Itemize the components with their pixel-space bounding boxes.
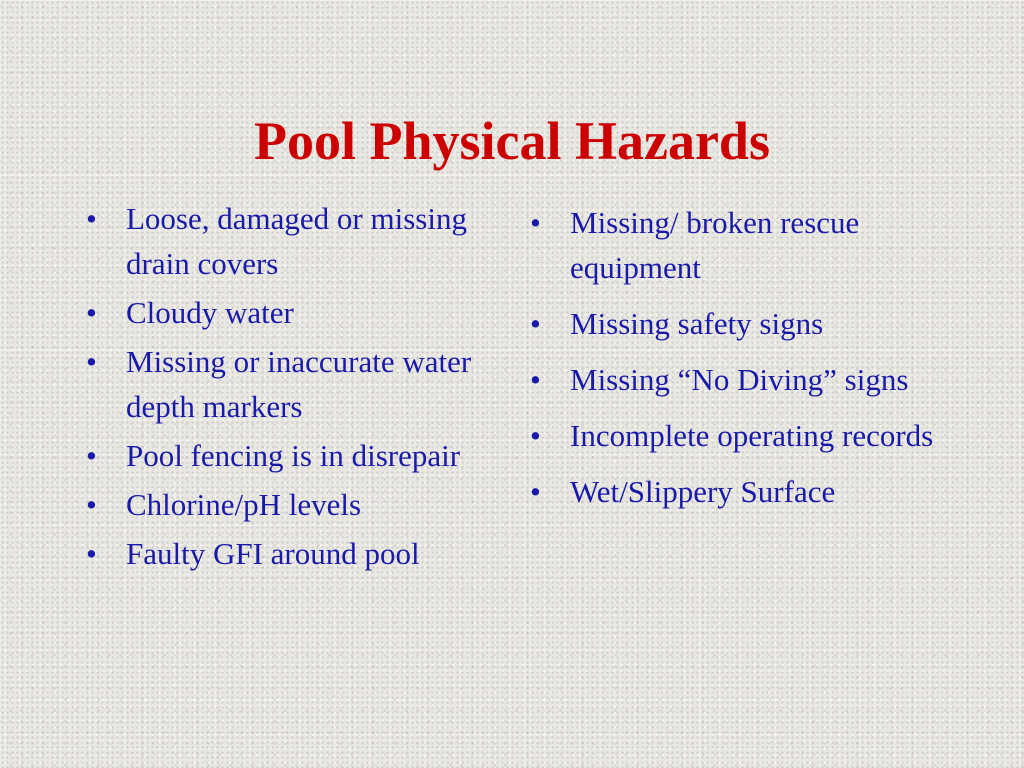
bullet-icon: • [530, 306, 541, 341]
list-item [86, 196, 486, 286]
list-item-text: Cloudy water [126, 295, 294, 330]
bullet-icon: • [530, 362, 541, 397]
list-item-text: Missing/ broken rescue equipment [570, 205, 860, 285]
list-item-text: Missing or inaccurate water depth markers [126, 344, 472, 424]
list-item [530, 469, 950, 514]
bullet-icon: • [530, 474, 541, 509]
list-item-text: Wet/Slippery Surface [570, 474, 836, 509]
list-item [86, 290, 486, 335]
bullet-icon: • [86, 536, 97, 571]
left-bullet-list [86, 196, 486, 580]
list-item-text: Faulty GFI around pool [126, 536, 420, 571]
list-item-text: Missing “No Diving” signs [570, 362, 909, 397]
list-item-text: Loose, damaged or missing drain covers [126, 201, 467, 281]
list-item [86, 433, 486, 478]
list-item-text: Chlorine/pH levels [126, 487, 362, 522]
bullet-icon: • [530, 418, 541, 453]
list-item [530, 357, 950, 402]
list-item [86, 531, 486, 576]
list-item [530, 301, 950, 346]
bullet-icon: • [86, 438, 97, 473]
bullet-icon: • [86, 344, 97, 379]
list-item [530, 200, 950, 290]
list-item-text: Incomplete operating records [570, 418, 934, 453]
bullet-icon: • [530, 205, 541, 240]
bullet-icon: • [86, 201, 97, 236]
list-item [530, 413, 950, 458]
bullet-icon: • [86, 487, 97, 522]
list-item-text: Missing safety signs [570, 306, 824, 341]
list-item [86, 482, 486, 527]
list-item-text: Pool fencing is in disrepair [126, 438, 461, 473]
list-item [86, 339, 486, 429]
slide-title: Pool Physical Hazards [254, 111, 770, 172]
right-bullet-list [530, 200, 950, 525]
bullet-icon: • [86, 295, 97, 330]
